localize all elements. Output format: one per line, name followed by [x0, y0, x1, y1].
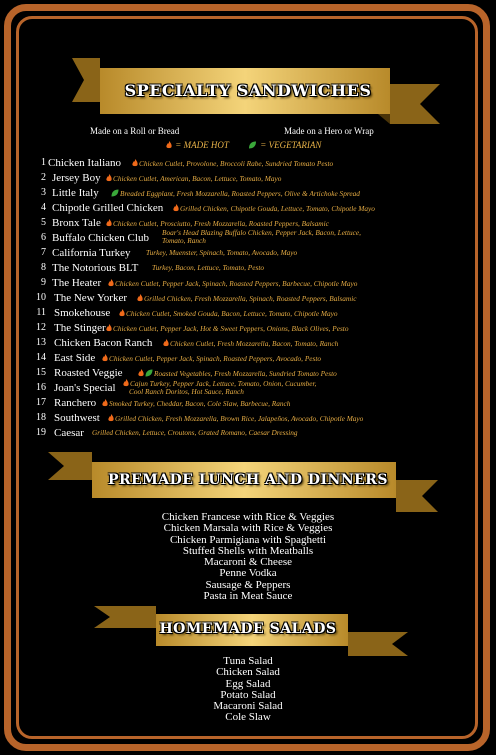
- description-text-continued: Tomato, Ranch: [162, 236, 206, 245]
- flame-icon: [108, 279, 114, 287]
- sandwich-number: 7: [41, 247, 46, 258]
- flame-icon: [119, 309, 125, 317]
- sandwich-number: 14: [36, 352, 46, 363]
- sandwich-number: 15: [36, 367, 46, 378]
- description-text: Chicken Cutlet, Pepper Jack, Hot & Sweet Peppers, Onions, Black Olives, Pesto: [113, 324, 349, 333]
- sandwich-name: East Side: [54, 352, 96, 364]
- sandwich-name: Smokehouse: [54, 307, 111, 319]
- sandwich-name: Jersey Boy: [52, 172, 101, 184]
- sandwich-number: 18: [36, 412, 46, 423]
- premade-banner: [0, 450, 496, 512]
- description-text: Cajun Turkey, Pepper Jack, Lettuce, Tomato, Onion, Cucumber,: [130, 379, 317, 388]
- premade-item: Penne Vodka: [219, 567, 277, 580]
- sandwich-description: [106, 219, 329, 228]
- flame-icon: [163, 339, 169, 347]
- sandwich-row: [0, 379, 496, 397]
- sandwich-description: [102, 399, 290, 408]
- sandwich-number: 16: [36, 382, 46, 393]
- premade-item: Sausage & Peppers: [205, 578, 291, 591]
- sandwich-name: The Heater: [52, 277, 102, 289]
- sandwich-description: [132, 159, 333, 168]
- sandwich-row: [0, 187, 496, 202]
- leaf-icon: [145, 369, 153, 377]
- premade-item: Pasta in Meat Sauce: [203, 590, 293, 603]
- sandwich-number: 5: [41, 217, 46, 228]
- sandwich-description: [102, 354, 321, 363]
- salad-item: Tuna Salad: [223, 655, 273, 667]
- description-text: Turkey, Muenster, Spinach, Tomato, Avocado, Mayo: [146, 248, 298, 257]
- premade-item: Chicken Parmigiana with Spaghetti: [169, 533, 327, 546]
- sandwich-name: The Notorious BLT: [52, 262, 139, 274]
- sandwich-row: [0, 228, 496, 247]
- sandwich-row: [0, 262, 496, 277]
- description-text: Grilled Chicken, Lettuce, Croutons, Grated Romano, Caesar Dressing: [92, 428, 298, 437]
- sandwich-row: [0, 397, 496, 412]
- description-text: Grilled Chicken, Fresh Mozzarella, Brown Rice, Jalapeños, Avocado, Chipotle Mayo: [115, 414, 364, 423]
- hero-note: Made on a Hero or Wrap: [284, 126, 374, 136]
- sandwich-description: [123, 379, 316, 396]
- sandwich-row: [0, 277, 496, 292]
- section-title: HOMEMADE SALADS: [159, 621, 337, 637]
- description-text: Smoked Turkey, Cheddar, Bacon, Cole Slaw, Barbecue, Ranch: [109, 399, 291, 408]
- sandwich-row: [0, 172, 496, 187]
- sandwich-description: [152, 264, 264, 272]
- sandwich-name: Chicken Bacon Ranch: [54, 337, 153, 349]
- sandwich-description: [162, 229, 361, 245]
- flame-icon: [102, 354, 108, 362]
- sandwich-row: [0, 337, 496, 352]
- flame-icon: [138, 369, 144, 377]
- sandwich-description: [119, 309, 338, 318]
- sandwich-number: 1: [41, 157, 46, 168]
- premade-item: Chicken Francese with Rice & Veggies: [161, 511, 335, 523]
- salads-list: [0, 656, 496, 724]
- flame-icon: [108, 414, 114, 422]
- sandwich-row: [0, 292, 496, 307]
- sandwich-row: [0, 307, 496, 322]
- legend-veg-label: = VEGETARIAN: [260, 140, 322, 150]
- legend-veg: [248, 140, 321, 150]
- sandwich-description: [108, 279, 357, 288]
- sandwich-description: [92, 429, 298, 437]
- sandwich-name: The New Yorker: [54, 292, 128, 304]
- description-text: Roasted Vegetables, Fresh Mozzarella, Sundried Tomato Pesto: [154, 369, 337, 378]
- description-text-continued: Cool Ranch Doritos, Hot Sauce, Ranch: [129, 387, 244, 396]
- sandwich-number: 13: [36, 337, 46, 348]
- sandwich-number: 19: [36, 427, 46, 438]
- description-text: Chicken Cutlet, Smoked Gouda, Bacon, Lettuce, Tomato, Chipotle Mayo: [126, 309, 338, 318]
- specialty-sandwiches-banner: [0, 54, 496, 126]
- salad-item: Macaroni Salad: [213, 700, 283, 713]
- sandwich-description: [146, 249, 297, 257]
- sandwich-number: 17: [36, 397, 46, 408]
- description-text: Chicken Cutlet, Fresh Mozzarella, Bacon, Tomato, Ranch: [170, 339, 339, 348]
- sandwich-number: 11: [36, 307, 46, 318]
- sandwich-description: [163, 339, 338, 348]
- sandwich-name: Ranchero: [54, 397, 97, 409]
- description-text: Breaded Eggplant, Fresh Mozzarella, Roasted Peppers, Olive & Artichoke Spread: [120, 189, 360, 198]
- sandwich-description: [138, 369, 337, 378]
- sandwich-row: [0, 202, 496, 217]
- sandwich-name: Roasted Veggie: [54, 367, 123, 379]
- sandwich-number: 2: [41, 172, 46, 183]
- leaf-icon: [248, 141, 257, 149]
- sandwich-row: [0, 352, 496, 367]
- description-text: Chicken Cutlet, Provolone, Broccoli Rabe, Sundried Tomato Pesto: [139, 159, 334, 168]
- description-text: Chicken Cutlet, Pepper Jack, Spinach, Roasted Peppers, Barbecue, Chipotle Mayo: [115, 279, 358, 288]
- sandwich-number: 6: [41, 232, 46, 243]
- sandwich-number: 4: [41, 202, 46, 213]
- sandwich-name: Southwest: [54, 412, 100, 424]
- sandwich-name: Buffalo Chicken Club: [52, 232, 149, 244]
- sandwich-name: Chipotle Grilled Chicken: [52, 202, 164, 214]
- sandwich-description: [106, 174, 281, 183]
- premade-item: Chicken Marsala with Rice & Veggies: [163, 522, 333, 535]
- premade-item: Macaroni & Cheese: [204, 556, 292, 569]
- sandwich-row: [0, 322, 496, 337]
- section-title: PREMADE LUNCH AND DINNERS: [107, 472, 389, 488]
- sandwich-name: The Stinger: [54, 322, 106, 334]
- sandwich-name: Little Italy: [52, 187, 99, 199]
- description-text: Chicken Cutlet, Pepper Jack, Spinach, Roasted Peppers, Avocado, Pesto: [109, 354, 322, 363]
- description-text: Boar's Head Blazing Buffalo Chicken, Pepper Jack, Bacon, Lettuce,: [162, 228, 361, 237]
- salad-item: Chicken Salad: [216, 666, 280, 679]
- sandwich-number: 9: [41, 277, 46, 288]
- description-text: Chicken Cutlet, Prosciutto, Fresh Mozzarella, Roasted Peppers, Balsamic: [113, 219, 329, 228]
- sandwich-description: [137, 294, 356, 303]
- sandwich-number: 10: [36, 292, 46, 303]
- roll-note: Made on a Roll or Bread: [90, 126, 180, 136]
- flame-icon: [106, 219, 112, 227]
- flame-icon: [132, 159, 138, 167]
- flame-icon: [106, 174, 112, 182]
- salad-item: Potato Salad: [220, 688, 276, 701]
- sandwich-name: Chicken Italiano: [48, 157, 122, 169]
- salad-item: Cole Slaw: [225, 711, 271, 724]
- sandwich-number: 8: [41, 262, 46, 273]
- description-text: Grilled Chicken, Chipotle Gouda, Lettuce, Tomato, Chipotle Mayo: [180, 204, 375, 213]
- flame-icon: [173, 204, 179, 212]
- sandwich-row: [0, 157, 496, 172]
- flame-icon: [166, 141, 172, 149]
- leaf-icon: [111, 189, 119, 197]
- sandwich-row: [0, 427, 496, 442]
- sandwich-description: [111, 189, 360, 198]
- description-text: Grilled Chicken, Fresh Mozzarella, Spinach, Roasted Peppers, Balsamic: [144, 294, 357, 303]
- flame-icon: [137, 294, 143, 302]
- flame-icon: [106, 324, 112, 332]
- salads-banner: [0, 604, 496, 658]
- sandwich-number: 3: [41, 187, 46, 198]
- description-text: Turkey, Bacon, Lettuce, Tomato, Pesto: [152, 263, 265, 272]
- sandwich-description: [106, 324, 348, 333]
- sandwich-row: [0, 412, 496, 427]
- legend-hot-label: = MADE HOT: [175, 140, 229, 150]
- sandwich-row: [0, 247, 496, 262]
- section-title: SPECIALTY SANDWICHES: [124, 81, 372, 100]
- salad-item: Egg Salad: [225, 677, 271, 690]
- sandwich-description: [173, 204, 375, 213]
- description-text: Chicken Cutlet, American, Bacon, Lettuce, Tomato, Mayo: [113, 174, 282, 183]
- sandwich-name: Caesar: [54, 427, 84, 439]
- flame-icon: [102, 399, 108, 407]
- sandwich-name: Joan's Special: [54, 382, 116, 394]
- flame-icon: [123, 379, 129, 387]
- sandwich-description: [108, 414, 363, 423]
- sandwich-name: California Turkey: [52, 247, 131, 259]
- sandwich-number: 12: [36, 322, 46, 333]
- premade-list: [0, 512, 496, 602]
- sandwich-name: Bronx Tale: [52, 217, 101, 229]
- legend-hot: [166, 140, 229, 150]
- premade-item: Stuffed Shells with Meatballs: [182, 544, 314, 557]
